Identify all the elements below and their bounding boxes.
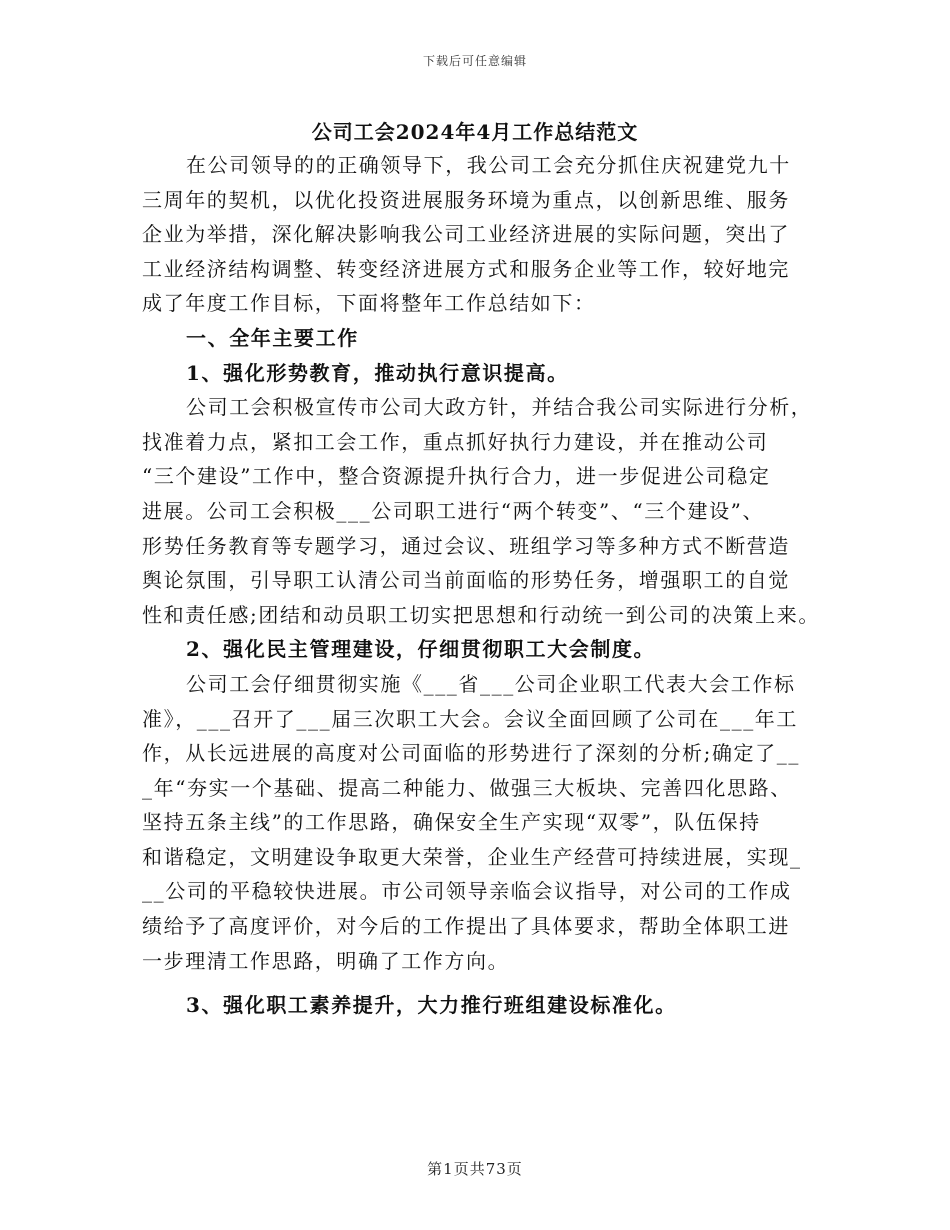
paragraph-line: 成了年度工作目标，下面将整年工作总结如下： (142, 291, 596, 316)
subsection-heading: 1、强化形势教育，推动执行意识提高。 (186, 360, 569, 385)
paragraph-line: 一步理清工作思路，明确了工作方向。 (142, 948, 510, 973)
paragraph-line: 舆论氛围，引导职工认清公司当前面临的形势任务，增强职工的自觉 (142, 568, 790, 593)
paragraph-line: 和谐稳定，文明建设争取更大荣誉，企业生产经营可持续进展，实现_ (142, 844, 802, 869)
subsection-heading: 3、强化职工素养提升，大力推行班组建设标准化。 (186, 993, 677, 1018)
paragraph-line: 绩给予了高度评价，对今后的工作提出了具体要求，帮助全体职工进 (142, 914, 790, 939)
paragraph-line: 作，从长远进展的高度对公司面临的形势进行了深刻的分析;确定了__ (142, 741, 800, 766)
paragraph-line: 进展。公司工会积极___公司职工进行“两个转变”、“三个建设”、 (142, 498, 765, 523)
paragraph-line: 坚持五条主线”的工作思路，确保安全生产实现“双零”，队伍保持 (142, 810, 761, 835)
paragraph-line: “三个建设”工作中，整合资源提升执行合力，进一步促进公司稳定 (142, 464, 771, 489)
spacer (142, 978, 822, 988)
paragraph-line: 在公司领导的的正确领导下，我公司工会充分抓住庆祝建党九十 (186, 153, 791, 177)
paragraph-line: 企业为举措，深化解决影响我公司工业经济进展的实际问题，突出了 (142, 222, 790, 247)
section-heading: 一、全年主要工作 (186, 325, 359, 350)
paragraph-line: 工业经济结构调整、转变经济进展方式和服务企业等工作，较好地完 (142, 256, 790, 281)
paragraph-line: __公司的平稳较快进展。市公司领导亲临会议指导，对公司的工作成 (142, 879, 792, 904)
paragraph-line: 公司工会仔细贯彻实施《___省___公司企业职工代表大会工作标 (186, 671, 796, 696)
paragraph-line: 三周年的契机，以优化投资进展服务环境为重点，以创新思维、服务 (142, 187, 790, 212)
paragraph-line: _年“夯实一个基础、提高二种能力、做强三大板块、完善四化思路、 (142, 775, 792, 800)
paragraph-line: 找准着力点，紧扣工会工作，重点抓好执行力建设，并在推动公司 (142, 429, 769, 454)
document-title: 公司工会2024年4月工作总结范文 (311, 120, 639, 144)
paragraph-line: 准》，___召开了___届三次职工大会。会议全面回顾了公司在___年工 (142, 706, 798, 731)
document-body (142, 148, 822, 1023)
paragraph-line: 形势任务教育等专题学习，通过会议、班组学习等多种方式不断营造 (142, 533, 790, 558)
page-header: 下载后可任意编辑 (422, 54, 527, 68)
paragraph-line: 性和责任感;团结和动员职工切实把思想和行动统一到公司的决策上来。 (142, 602, 820, 627)
page-footer: 第1页共73页 (427, 1160, 523, 1178)
paragraph-line: 公司工会积极宣传市公司大政方针，并结合我公司实际进行分析， (186, 395, 813, 420)
subsection-heading: 2、强化民主管理建设，仔细贯彻职工大会制度。 (186, 637, 656, 662)
